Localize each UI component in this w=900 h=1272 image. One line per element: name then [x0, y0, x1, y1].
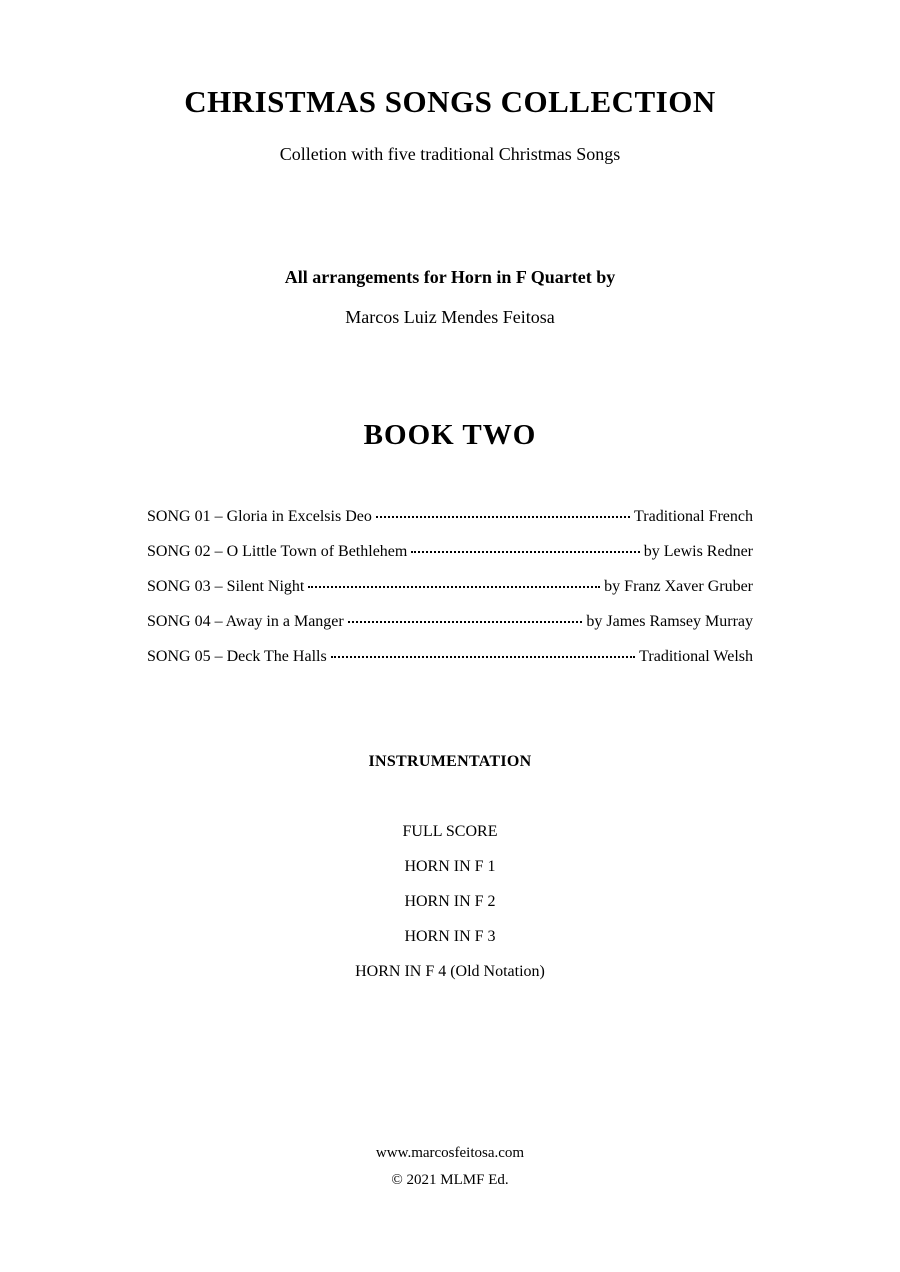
song-row [147, 648, 753, 665]
song-credit: by Lewis Redner [643, 543, 753, 561]
song-row [147, 508, 753, 525]
instrumentation-item: HORN IN F 4 (Old Notation) [355, 963, 545, 981]
arranger-name: Marcos Luiz Mendes Feitosa [345, 306, 555, 327]
instrumentation-item: HORN IN F 3 [404, 928, 496, 946]
song-credit: Traditional French [634, 508, 753, 526]
song-list [147, 508, 753, 665]
dot-leader [331, 656, 635, 658]
arranger-heading: All arrangements for Horn in F Quartet by [284, 266, 616, 287]
page-subtitle: Colletion with five traditional Christmas Songs [279, 144, 621, 164]
song-row [147, 578, 753, 595]
dot-leader [308, 586, 600, 588]
footer-copyright: © 2021 MLMF Ed. [391, 1172, 509, 1188]
song-row [147, 613, 753, 630]
page-title: CHRISTMAS SONGS COLLECTION [184, 84, 716, 119]
book-title: BOOK TWO [363, 419, 537, 452]
instrumentation-item: FULL SCORE [402, 823, 498, 841]
song-label: SONG 05 – Deck The Halls [147, 648, 327, 666]
song-row [147, 543, 753, 560]
song-credit: Traditional Welsh [639, 648, 753, 666]
song-credit: by Franz Xaver Gruber [604, 578, 753, 596]
instrumentation-heading: INSTRUMENTATION [368, 753, 532, 771]
song-label: SONG 03 – Silent Night [147, 578, 305, 596]
instrumentation-item: HORN IN F 1 [404, 858, 496, 876]
dot-leader [348, 621, 583, 623]
song-label: SONG 04 – Away in a Manger [147, 613, 344, 631]
song-credit: by James Ramsey Murray [586, 613, 753, 631]
footer-website: www.marcosfeitosa.com [375, 1145, 525, 1161]
dot-leader [411, 551, 639, 553]
instrumentation-list [0, 823, 900, 980]
song-label: SONG 02 – O Little Town of Bethlehem [147, 543, 408, 561]
page-footer [0, 1140, 900, 1194]
instrumentation-item: HORN IN F 2 [404, 893, 496, 911]
dot-leader [376, 516, 630, 518]
song-label: SONG 01 – Gloria in Excelsis Deo [147, 508, 372, 526]
